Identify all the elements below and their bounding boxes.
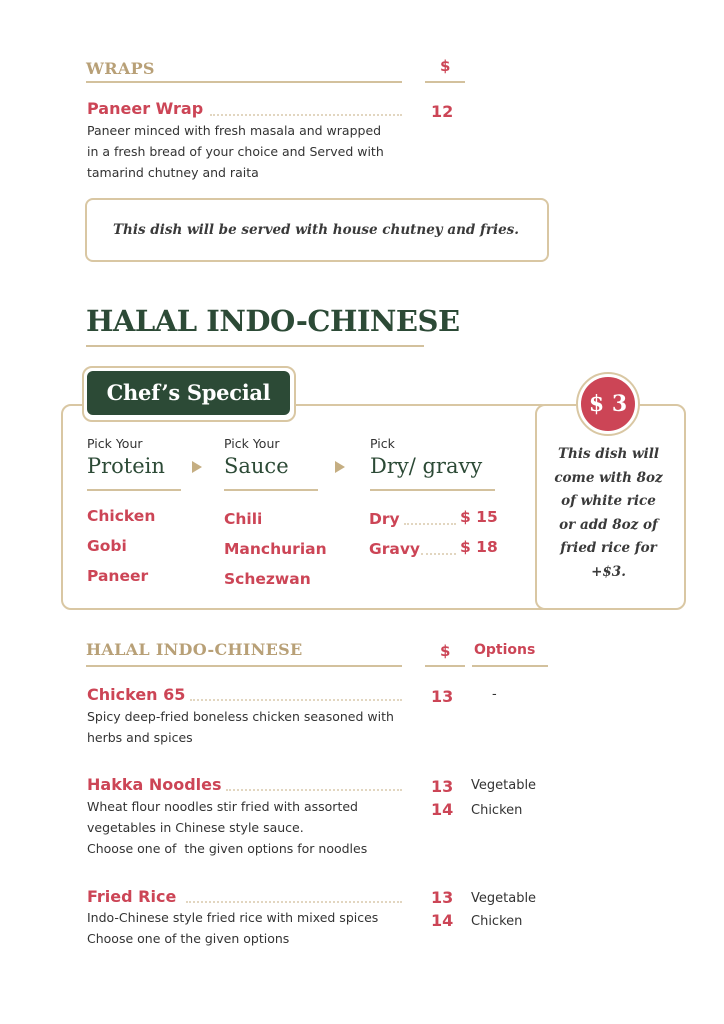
desc-line: Spicy deep-fried boneless chicken seasoned with (87, 709, 394, 724)
item-name-chicken-65: Chicken 65 (87, 685, 186, 704)
desc-line: in a fresh bread of your choice and Served with (87, 144, 384, 159)
wraps-header: WRAPS (86, 59, 155, 78)
desc-line: Choose one of the given options (87, 931, 290, 946)
side-price-text: $ 3 (588, 391, 628, 417)
step-style-small: Pick (370, 436, 395, 451)
indo-menu-options-rule (472, 665, 548, 667)
protein-option: Paneer (87, 567, 149, 585)
wraps-note-text: This dish will be served with house chutney and fries. (113, 222, 519, 238)
wraps-header-rule (86, 81, 402, 83)
desc-line: Choose one of the given options for noodles (87, 841, 368, 856)
protein-option: Gobi (87, 537, 127, 555)
desc-line: Paneer minced with fresh masala and wrapped (87, 123, 382, 138)
wraps-price-header: $ (440, 57, 451, 75)
indo-menu-price-header: $ (440, 642, 451, 660)
item-leader-dots (190, 699, 402, 701)
step-sauce-small: Pick Your (224, 436, 280, 451)
style-leader-dots (421, 553, 456, 555)
wraps-note-box (85, 198, 549, 262)
step-protein-title: Protein (87, 454, 165, 478)
sauce-option: Manchurian (224, 540, 327, 558)
indo-menu-header-rule (86, 665, 402, 667)
item-price: 14 (431, 911, 454, 930)
item-price: 13 (431, 888, 454, 907)
item-name-fried-rice: Fried Rice (87, 887, 177, 906)
item-desc-hakka-noodles (87, 796, 367, 859)
item-desc-paneer-wrap (87, 120, 384, 183)
side-note-line: come with 8oz (554, 469, 663, 486)
item-option: Vegetable (471, 778, 537, 793)
step-sauce-title: Sauce (224, 454, 289, 478)
arrow-right-icon (335, 461, 345, 473)
desc-line: tamarind chutney and raita (87, 165, 259, 180)
style-option-dry: Dry (369, 510, 400, 528)
side-note-line: fried rice for (560, 540, 657, 556)
style-price-gravy: $ 18 (460, 538, 498, 556)
step-style-rule (370, 489, 495, 491)
item-name-hakka-noodles: Hakka Noodles (87, 775, 222, 794)
item-option: - (492, 687, 497, 702)
side-note-line: of white rice (561, 493, 656, 509)
side-note-text (543, 443, 674, 584)
section-title-indo-chinese: HALAL INDO-CHINESE (86, 304, 460, 338)
chef-special-badge (87, 371, 290, 415)
sauce-option: Schezwan (224, 570, 311, 588)
item-price-paneer-wrap: 12 (431, 102, 454, 121)
sauce-option: Chili (224, 510, 263, 528)
item-leader-dots (210, 114, 402, 116)
step-protein-rule (87, 489, 181, 491)
item-leader-dots (226, 789, 402, 791)
step-protein-small: Pick Your (87, 436, 143, 451)
protein-option: Chicken (87, 507, 156, 525)
style-leader-dots (404, 523, 456, 525)
wraps-price-rule (425, 81, 465, 83)
item-option: Chicken (471, 803, 523, 818)
side-note-line: +$3. (591, 563, 626, 580)
style-price-dry: $ 15 (460, 508, 498, 526)
item-price: 13 (431, 777, 454, 796)
item-leader-dots (186, 901, 402, 903)
item-option: Vegetable (471, 891, 537, 906)
side-price-badge (581, 377, 635, 431)
chef-special-label: Chef’s Special (106, 380, 271, 405)
item-price: 13 (431, 687, 454, 706)
item-option: Chicken (471, 914, 523, 929)
desc-line: vegetables in Chinese style sauce. (87, 820, 304, 835)
desc-line: Wheat flour noodles stir fried with assorted (87, 799, 358, 814)
side-note-line: or add 8oz of (559, 516, 658, 533)
item-desc-chicken-65 (87, 706, 394, 748)
item-price: 14 (431, 800, 454, 819)
indo-menu-price-rule (425, 665, 465, 667)
indo-menu-options-header: Options (474, 642, 536, 658)
section-title-rule (86, 345, 424, 347)
desc-line: herbs and spices (87, 730, 193, 745)
item-name-paneer-wrap: Paneer Wrap (87, 99, 204, 118)
side-note-line: This dish will (558, 446, 659, 462)
indo-menu-header: HALAL INDO-CHINESE (86, 640, 303, 659)
item-desc-fried-rice (87, 907, 378, 949)
style-option-gravy: Gravy (369, 540, 421, 558)
step-sauce-rule (224, 489, 318, 491)
arrow-right-icon (192, 461, 202, 473)
desc-line: Indo-Chinese style fried rice with mixed spices (87, 910, 379, 925)
step-style-title: Dry/ gravy (370, 454, 483, 478)
